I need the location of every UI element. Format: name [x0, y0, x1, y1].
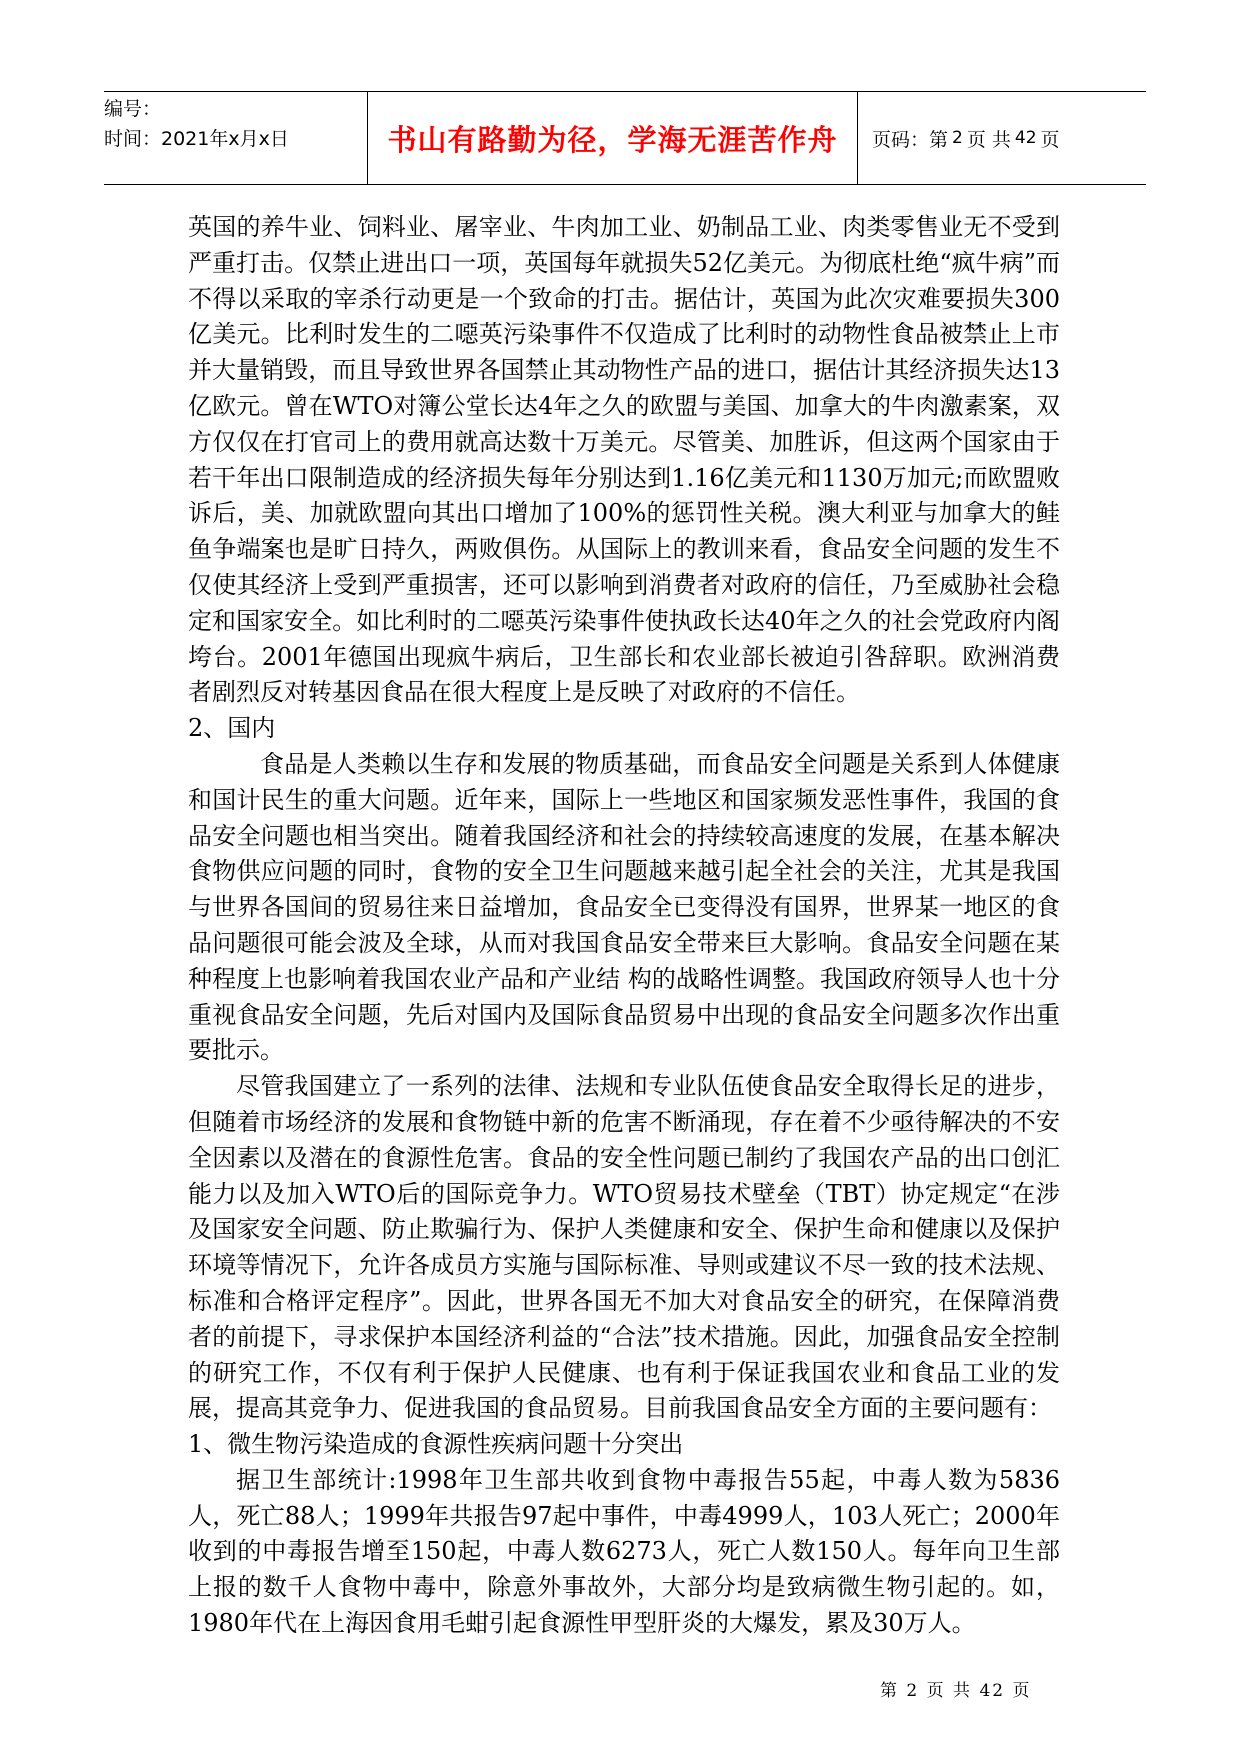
page-footer: [880, 1676, 1080, 1701]
header-page-total: 42: [1014, 128, 1037, 148]
section-heading-domestic: 2、国内: [188, 714, 276, 743]
header-motto-cell: [368, 92, 858, 184]
header-page-current: 2: [952, 128, 963, 148]
header-meta: [104, 92, 368, 184]
paragraph-international-cases: 英国的养牛业、饲料业、屠宰业、牛肉加工业、奶制品工业、肉类零售业无不受到严重打击。仅禁止进出口一项，英国每年就损失52亿美元。为彻底杜绝“疯牛病”而不得以采取的宰杀行动更是一个致命的打击。据估计，英国为此次灾难要损失300亿美元。比利时发生的二噁英污染事件不仅造成了比利时的动物性食品被禁止上市并大量销毁，而且导致世界各国禁止其动物性产品的进口，据估计其经济损失达13亿欧元。曾在WTO对簿公堂长达4年之久的欧盟与美国、加拿大的牛肉激素案，双方仅仅在打官司上的费用就高达数十万美元。尽管美、加胜诉，但这两个国家由于若干年出口限制造成的经济损失每年分别达到1.16亿美元和1130万加元;而欧盟败诉后，美、加就欧盟向其出口增加了100%的惩罚性关税。澳大利亚与加拿大的鲑鱼争端案也是旷日持久，两败俱伤。从国际上的教训来看，食品安全问题的发生不仅使其经济上受到严重损害，还可以影响到消费者对政府的信任，乃至威胁社会稳定和国家安全。如比利时的二噁英污染事件使执政长达40年之久的社会党政府内阁垮台。2001年德国出现疯牛病后，卫生部长和农业部长被迫引咎辞职。欧洲消费者剧烈反对转基因食品在很大程度上是反映了对政府的不信任。: [188, 213, 1060, 707]
document-number-label: 编号：: [104, 98, 162, 120]
footer-page-current: 2: [906, 1681, 920, 1701]
page-header: [104, 91, 1146, 185]
paragraph-domestic-overview: 食品是人类赖以生存和发展的物质基础，而食品安全问题是关系到人体健康和国计民生的重大问题。近年来，国际上一些地区和国家频发恶性事件，我国的食品安全问题也相当突出。随着我国经济和社会的持续较高速度的发展，在基本解决食物供应问题的同时，食物的安全卫生问题越来越引起全社会的关注，尤其是我国与世界各国间的贸易往来日益增加，食品安全已变得没有国界，世界某一地区的食品问题很可能会波及全球，从而对我国食品安全带来巨大影响。食品安全问题在某种程度上也影响着我国农业产品和产业结 构的战略性调整。我国政府领导人也十分重视食品安全问题，先后对国内及国际食品贸易中出现的食品安全问题多次作出重要批示。: [188, 749, 1060, 1065]
header-page-mid: 页 共: [966, 128, 1011, 151]
document-body: [188, 210, 1060, 1642]
footer-mid: 页 共: [926, 1681, 973, 1701]
footer-prefix: 第: [880, 1681, 899, 1701]
section-heading-microbial: 1、微生物污染造成的食源性疾病问题十分突出: [188, 1430, 684, 1459]
paragraph-domestic-problems: 尽管我国建立了一系列的法律、法规和专业队伍使食品安全取得长足的进步，但随着市场经济的发展和食物链中新的危害不断涌现，存在着不少亟待解决的不安全因素以及潜在的食源性危害。食品的安全性问题已制约了我国农产品的出口创汇能力以及加入WTO后的国际竞争力。WTO贸易技术壁垒（TBT）协定规定“在涉及国家安全问题、防止欺骗行为、保护人类健康和安全、保护生命和健康以及保护环境等情况下，允许各成员方实施与国际标准、导则或建议不尽一致的技术法规、标准和合格评定程序”。因此，世界各国无不加大对食品安全的研究，在保障消费者的前提下，寻求保护本国经济利益的“合法”技术措施。因此，加强食品安全控制的研究工作，不仅有利于保护人民健康、也有利于保证我国农业和食品工业的发展，提高其竞争力、促进我国的食品贸易。目前我国食品安全方面的主要问题有：: [188, 1072, 1060, 1423]
footer-suffix: 页: [1012, 1681, 1032, 1701]
footer-page-total: 42: [979, 1681, 1006, 1701]
document-time-label: 时间：2021年x月x日: [104, 128, 289, 150]
paragraph-food-poisoning-stats: 据卫生部统计:1998年卫生部共收到食物中毒报告55起，中毒人数为5836人，死亡88人；1999年共报告97起中事件，中毒4999人，103人死亡；2000年收到的中毒报告增至150起，中毒人数6273人，死亡人数150人。每年向卫生部上报的数千人食物中毒中，除意外事故外，大部分均是致病微生物引起的。如，1980年代在上海因食用毛蚶引起食源性甲型肝炎的大爆发，累及30万人。: [188, 1465, 1060, 1638]
header-page-suffix: 页: [1040, 128, 1060, 151]
header-page-info: [858, 92, 1146, 184]
header-motto: 书山有路勤为径，学海无涯苦作舟: [387, 122, 838, 157]
header-page-prefix: 页码：第: [872, 128, 949, 151]
